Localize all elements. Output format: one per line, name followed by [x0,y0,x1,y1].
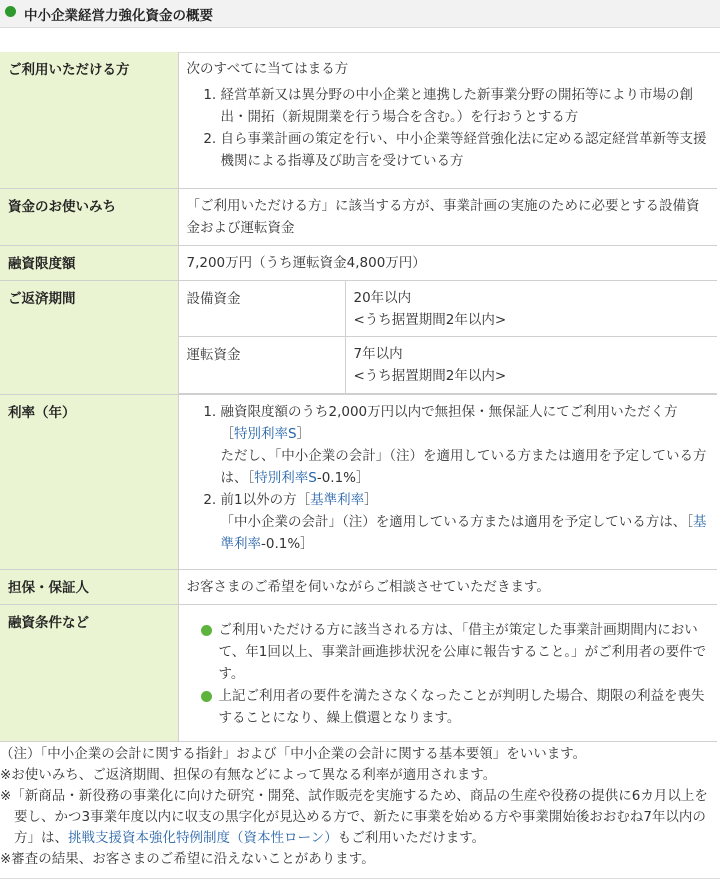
section-title: 中小企業経営力強化資金の概要 [24,8,213,24]
purpose-text: 「ご利用いただける方」に該当する方が、事業計画の実施のために必要とする設備資金および運転資金 [178,188,717,245]
label-period: ご返済期間 [0,280,178,395]
conditions-list [187,619,710,729]
note-1: （注）「中小企業の会計に関する指針」および「中小企業の会計に関する基本要領」をいいます。 [0,746,587,762]
row-limit [0,245,717,280]
limit-text: 7,200万円（うち運転資金4,800万円） [178,245,717,280]
green-bullet-icon [201,625,212,636]
row-guarantee [0,570,717,605]
divider [0,878,720,879]
rate-item-2: 2. 前1以外の方［基準利率］ 「中小企業の会計」（注）を適用している方または適用を予定している方は、［基準利率-0.1%］ [221,489,710,555]
rate-item-1: 1. 融資限度額のうち2,000万円以内で無担保・無保証人にてご利用いただく方 ［特別利率S］ ただし、「中小企業の会計」（注）を適用している方または適用を予定している方は、［特別利率S-0.1%］ [221,401,710,489]
capital-loan-link[interactable]: 挑戦支援資本強化特例制度（資本性ローン） [68,830,338,846]
section-header [0,0,720,28]
label-purpose: 資金のお使いみち [0,188,178,245]
users-item-1: 1. 経営革新又は異分野の中小企業と連携した新事業分野の開拓等により市場の創出・開拓（新規開業を行う場合を含む。）を行おうとする方 [221,84,710,128]
period-subtable [179,281,718,395]
users-intro: 次のすべてに当てはまる方 [186,61,349,77]
spacer [0,28,720,53]
row-users [0,52,717,188]
row-conditions [0,605,717,742]
period-operating-grace: <うち据置期間2年以内> [353,368,507,384]
label-users: ご利用いただける方 [0,52,178,188]
overview-table [0,52,717,742]
row-purpose [0,188,717,245]
period-equipment-years: 20年以内 [353,289,412,306]
label-guarantee: 担保・保証人 [0,570,178,605]
note-3: ※「新商品・新役務の事業化に向けた研究・開発、試作販売を実施するため、商品の生産や役務の提供に6カ月以上を要し、かつ3事業年度以内に収支の黒字化が見込める方で、新たに事業を始める方や事業開始後おおむね7年以内の方」は、挑戦支援資本強化特例制度（資本性ローン）もご利用いただけます。 [0,788,708,846]
green-bullet-icon [201,691,212,702]
label-limit: 融資限度額 [0,245,178,280]
period-operating-years: 7年以内 [353,346,403,362]
special-rate-s-link[interactable]: 特別利率S [234,426,297,442]
period-operating-name: 運転資金 [179,337,346,394]
footnotes [0,744,720,870]
period-equipment-grace: <うち据置期間2年以内> [353,311,507,328]
guarantee-text: お客さまのご希望を伺いながらご相談させていただきます。 [178,570,717,605]
conditions-item-1: ご利用いただける方に該当される方は、「借主が策定した事業計画期間内において、年1回以上、事業計画進捗状況を公庫に報告すること。」がご利用者の要件です。 [201,619,710,685]
row-period [0,280,717,395]
base-rate-link-2[interactable]: 基準利率 [220,514,707,552]
users-list [187,84,710,172]
bullet-dot-icon [5,6,16,17]
base-rate-link[interactable]: 基準利率 [310,492,365,508]
rate-list [187,401,710,555]
label-conditions: 融資条件など [0,605,178,742]
conditions-item-2: 上記ご利用者の要件を満たさなくなったことが判明した場合、期限の利益を喪失することになり、繰上償還となります。 [201,685,710,729]
special-rate-s-link-2[interactable]: 特別利率S [254,470,317,486]
note-2: ※お使いみち、ご返済期間、担保の有無などによって異なる利率が適用されます。 [0,767,497,783]
note-4: ※審査の結果、お客さまのご希望に沿えないことがあります。 [0,851,375,867]
period-equipment-name: 設備資金 [179,281,346,337]
users-item-2: 2. 自ら事業計画の策定を行い、中小企業等経営強化法に定める認定経営革新等支援機関による指導及び助言を受けている方 [221,128,710,172]
label-rate: 利率（年） [0,395,178,570]
row-rate [0,395,717,570]
